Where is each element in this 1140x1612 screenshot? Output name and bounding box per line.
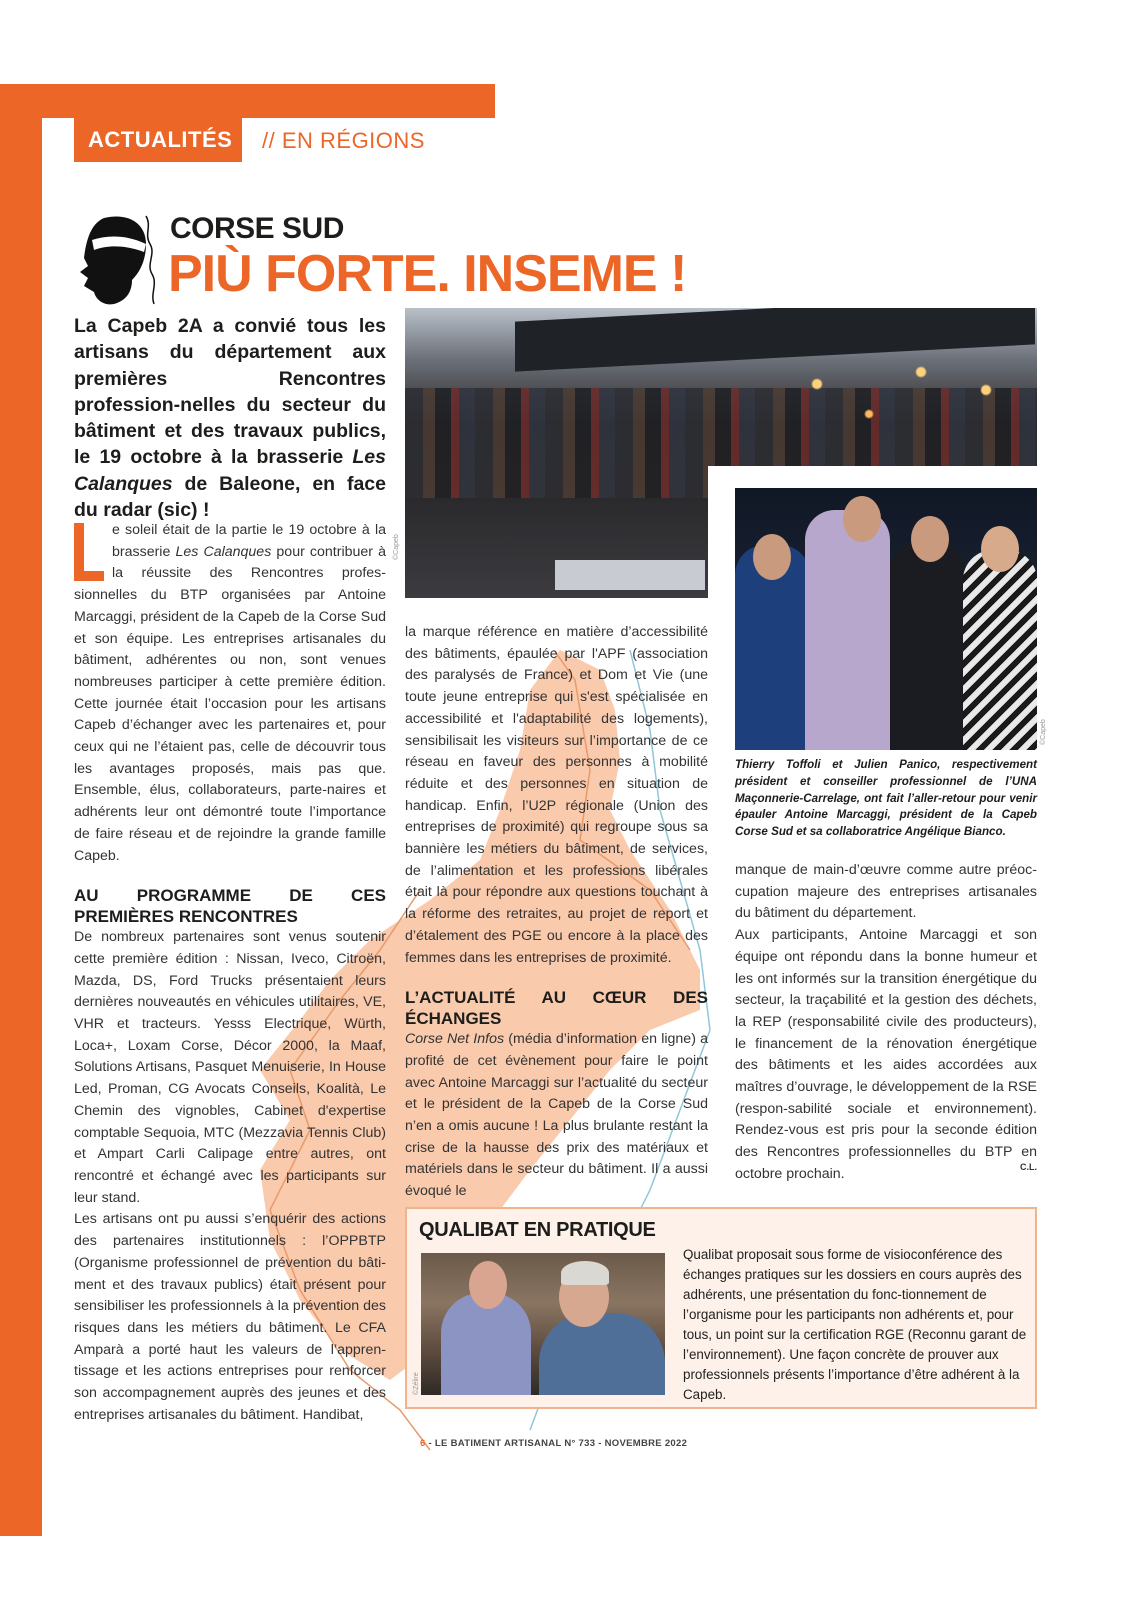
face-4: [981, 526, 1019, 572]
photo-caption: Thierry Toffoli et Julien Panico, respectivement président et conseiller professionnel de l’UNA Maçonnerie-Carrelage, ont fait l’aller-retour pour venir épauler Antoine Marcaggi, président de la Capeb Corse Sud et sa collaboratrice Angélique Bianco.: [735, 758, 1037, 839]
subsection-label: // EN RÉGIONS: [262, 128, 425, 153]
column-1: [74, 520, 386, 1426]
person-2: [805, 510, 890, 750]
page-footer: [420, 1438, 687, 1449]
paragraph-main-doeuvre: manque de main-d’œuvre comme autre préoc-cupation majeure des entreprises artisanales du bâtiment du département.: [735, 862, 1037, 922]
column-3: [735, 860, 1037, 1186]
intro-paragraph: e soleil était de la partie le 19 octobre à la brasserie Les Calanques pour contribuer à la réussite des Rencontres profes-sionnelles du BTP organisées par Antoine Marcaggi, président de la Capeb de la Corse Sud et son équipe. Les entreprises artisanales du bâtiment, adhérentes ou non, sont venues nombreuses participer à cette première édition. Cette journée était l’occasion pour les artisans Capeb d’échanger avec les partenaires et, pour ceux qui ne l’étaient pas, celle de découvrir tous les avantages proposés, mais pas que. Ensemble, élus, collaborateurs, parte-naires et adhérents leur ont démontré toute l’importance de faire réseau et de rejoindre la grande famille Capeb.: [74, 522, 387, 864]
dropcap-l: [74, 523, 104, 581]
page-number: 6: [420, 1438, 426, 1449]
article-headline: PIÙ FORTE. INSEME !: [168, 245, 687, 303]
subhead-actualite: L’ACTUALITÉ AU CŒUR DES ÉCHANGES: [405, 988, 708, 1029]
qualibat-photo-credit: ©Zélire: [413, 1372, 420, 1395]
person-3: [890, 540, 965, 750]
article-kicker: CORSE SUD: [170, 212, 344, 245]
photo-man-2: [539, 1313, 665, 1395]
paragraph-participants: Aux participants, Antoine Marcaggi et son équipe ont répondu dans la bonne humeur et les ont informés sur la transition énergétique du secteur, la traçabilité et la gestion des déchets, la REP (responsabilité civile des producteurs), le financement de la rénovation énergétique des bâtiments et les aides accordées aux maîtres d’ouvrage, le développement de la RSE (respon-sabilité sociale et environnement). Rendez-vous est pris pour la seconde édition des Rencontres professionnelles du BTP en octobre prochain.: [735, 927, 1037, 1182]
person-4: [963, 550, 1037, 750]
article-chapo: [74, 313, 386, 523]
paragraph-partners: De nombreux partenaires sont venus soutenir cette première édition : Nissan, Iveco, Citroën, Mazda, DS, Ford Trucks présentaient leurs dernières nouveautés en véhicules utilitaires, VE, VHR et tracteurs. Yesss Electrique, Würth, Loca+, Loxam Corse, Décor 2000, la Maaf, Solutions Artisans, Pasquet Menuiserie, In House Led, Proman, CG Avocats Conseils, Koalità, Le Chemin des vignobles, Cabinet d'expertise comptable Sequoia, MTC (Mezzavia Tennis Club) et Ampart Carli Calipage entre autres, ont rencontré et échangé avec les participants sur leur stand.: [74, 929, 386, 1206]
subhead-programme: AU PROGRAMME DE CES PREMIÈRES RENCONTRES: [74, 886, 386, 927]
orange-frame-left: [0, 84, 42, 1536]
photo-man-2-hair: [561, 1261, 609, 1285]
chapo-venue: Les Calanques: [74, 446, 386, 495]
author-signature: C.L.: [1020, 1162, 1037, 1172]
paragraph-handibat: la marque référence en matière d’accessibilité des bâtiments, épaulée par l'APF (association des paralysés de France) et Dom et Vie (une toute jeune entreprise qui s'est spécialisée en accessibilité et l'adaptabilité des logements), sensibilisait les visiteurs sur l’importance de ce réseau en faveur des personnes à mobilité réduite et des personnes en situation de handicap. Enfin, l’U2P régionale (Union des entreprises de proximité) qui regroupe sous sa bannière les métiers du bâtiment, de services, de l’alimentation et les professions libérales était là pour répondre aux questions touchant à la réforme des retraites, au projet de report et d’étalement des PGE ou encore à la place des femmes dans les entreprises de proximité.: [405, 624, 708, 966]
photo-credit-group: ©Capeb: [1040, 719, 1047, 745]
photo-group-portrait: [735, 488, 1037, 750]
qualibat-title: QUALIBAT EN PRATIQUE: [419, 1219, 656, 1241]
qualibat-box: [405, 1207, 1037, 1409]
section-label: ACTUALITÉS: [88, 127, 233, 152]
face-3: [911, 516, 949, 562]
section-tag: [74, 118, 242, 162]
photo-man-1-head: [469, 1261, 507, 1309]
face-2: [843, 496, 881, 542]
face-1: [753, 534, 791, 580]
chapo-text-end: de Baleone, en face du radar (sic) !: [74, 472, 386, 522]
qualibat-photo: [421, 1253, 665, 1395]
column-2: [405, 622, 708, 1203]
paragraph-media: Corse Net Infos (média d’information en ligne) a profité de cet évènement pour faire le point avec Antoine Marcaggi sur l’actualité du secteur et le président de la Capeb de la Corse Sud n’en a omis aucune ! La plus brulante restant la crise de la hausse des prix des matériaux et matériels dans le secteur du bâtiment. Il a aussi évoqué le: [405, 1031, 708, 1200]
paragraph-institutions: Les artisans ont pu aussi s’enquérir des actions des partenaires institutionnels : l’OPPBTP (Organisme professionnel de prévention du bâti-ment et des travaux publics) était présent pour sensibiliser les professionnels à la prévention des risques dans les métiers du bâtiment. Le CFA Amparà a porté haut les valeurs de l’appren-tissage et les actions entreprises pour renforcer son accompagnement auprès des jeunes et des entreprises artisanales du bâtiment. Handibat,: [74, 1211, 386, 1423]
photo-credit-main: ©Capeb: [393, 534, 400, 560]
publication-info: - LE BATIMENT ARTISANAL N° 733 - NOVEMBRE 2022: [425, 1438, 688, 1449]
photo-table-top: [555, 560, 705, 590]
moor-head-icon: [74, 210, 164, 310]
photo-lights: [765, 348, 1025, 468]
chapo-text: La Capeb 2A a convié tous les artisans du département aux premières Rencontres profession-nelles du secteur du bâtiment et des travaux publics, le 19 octobre à la brasserie: [74, 315, 386, 469]
orange-frame-top: [0, 84, 495, 118]
qualibat-text: Qualibat proposait sous forme de visioconférence des échanges pratiques sur les dossiers en cours auprès des adhérents, une présentation du fonc-tionnement de l’organisme pour les participants non adhérents et, pour tous, un point sur la certification RGE (Reconnu garant de l’environnement). Une façon concrète de prouver aux professionnels présents l’importance d’être adhérent à la Capeb.: [683, 1247, 1027, 1402]
